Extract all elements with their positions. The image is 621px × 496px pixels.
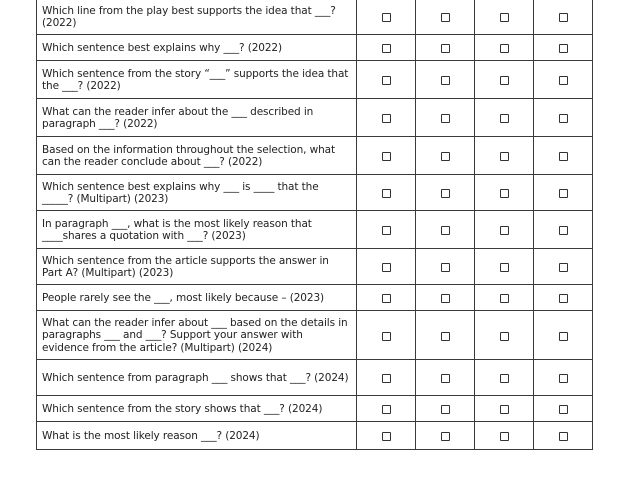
question-text: People rarely see the ___, most likely because – (2023): [37, 285, 357, 311]
checkbox-cell: [357, 311, 416, 360]
checkbox[interactable]: [500, 44, 509, 53]
checkbox[interactable]: [500, 189, 509, 198]
checkbox-cell: [534, 311, 593, 360]
table-row: [37, 311, 593, 360]
checkbox-cell: [534, 360, 593, 396]
checkbox-cell: [416, 396, 475, 422]
checkbox-cell: [534, 396, 593, 422]
checkbox-cell: [534, 0, 593, 35]
checkbox-cell: [357, 137, 416, 175]
checkbox-cell: [357, 0, 416, 35]
question-checklist-table: [36, 0, 593, 450]
checkbox[interactable]: [441, 374, 450, 383]
checkbox[interactable]: [382, 332, 391, 341]
table-row: [37, 99, 593, 137]
checkbox-cell: [534, 175, 593, 211]
checkbox-cell: [357, 175, 416, 211]
table-row: [37, 35, 593, 61]
checkbox-cell: [475, 175, 534, 211]
question-text: What can the reader infer about ___ based on the details in paragraphs ___ and ___? Support your answer with evidence from the article? (Multipart) (2024): [37, 311, 357, 360]
checkbox-cell: [416, 360, 475, 396]
checkbox[interactable]: [500, 152, 509, 161]
question-text: What is the most likely reason ___? (2024): [37, 422, 357, 450]
question-text: In paragraph ___, what is the most likely reason that ____shares a quotation with ___? (2023): [37, 211, 357, 249]
checkbox[interactable]: [500, 374, 509, 383]
checkbox[interactable]: [500, 332, 509, 341]
checkbox-cell: [357, 422, 416, 450]
checkbox-cell: [475, 137, 534, 175]
checkbox[interactable]: [382, 405, 391, 414]
checkbox[interactable]: [441, 226, 450, 235]
checkbox[interactable]: [441, 432, 450, 441]
checkbox-cell: [416, 99, 475, 137]
checkbox[interactable]: [382, 114, 391, 123]
question-text: Which sentence from paragraph ___ shows that ___? (2024): [37, 360, 357, 396]
question-text: What can the reader infer about the ___ described in paragraph ___? (2022): [37, 99, 357, 137]
checkbox-cell: [416, 311, 475, 360]
checkbox[interactable]: [500, 263, 509, 272]
checkbox[interactable]: [559, 44, 568, 53]
checkbox-cell: [475, 211, 534, 249]
checkbox-cell: [534, 137, 593, 175]
checkbox-cell: [416, 137, 475, 175]
checkbox-cell: [416, 61, 475, 99]
checkbox[interactable]: [441, 189, 450, 198]
checkbox[interactable]: [559, 152, 568, 161]
checkbox-cell: [534, 61, 593, 99]
checkbox[interactable]: [559, 432, 568, 441]
checkbox[interactable]: [382, 374, 391, 383]
checkbox[interactable]: [441, 294, 450, 303]
table-row: [37, 422, 593, 450]
table-row: [37, 61, 593, 99]
checkbox[interactable]: [559, 405, 568, 414]
checkbox-cell: [357, 61, 416, 99]
checkbox-cell: [475, 422, 534, 450]
table-row: [37, 0, 593, 35]
question-text: Which sentence from the story shows that ___? (2024): [37, 396, 357, 422]
question-text: Which sentence best explains why ___ is ____ that the _____? (Multipart) (2023): [37, 175, 357, 211]
checkbox-cell: [416, 285, 475, 311]
checkbox[interactable]: [441, 332, 450, 341]
question-text: Based on the information throughout the selection, what can the reader conclude about ___? (2022): [37, 137, 357, 175]
question-text: Which line from the play best supports the idea that ___? (2022): [37, 0, 357, 35]
checkbox[interactable]: [500, 294, 509, 303]
checkbox-cell: [534, 35, 593, 61]
table-row: [37, 137, 593, 175]
checkbox[interactable]: [559, 294, 568, 303]
checkbox-cell: [475, 360, 534, 396]
checkbox[interactable]: [500, 76, 509, 85]
question-text: Which sentence best explains why ___? (2022): [37, 35, 357, 61]
table-row: [37, 249, 593, 285]
checkbox[interactable]: [500, 432, 509, 441]
checkbox[interactable]: [382, 152, 391, 161]
checkbox-cell: [357, 99, 416, 137]
checkbox-cell: [534, 422, 593, 450]
checkbox-cell: [475, 396, 534, 422]
checkbox[interactable]: [382, 432, 391, 441]
checkbox[interactable]: [382, 13, 391, 22]
checkbox-cell: [416, 35, 475, 61]
checkbox-cell: [534, 211, 593, 249]
table-row: [37, 396, 593, 422]
checkbox[interactable]: [559, 263, 568, 272]
checkbox-cell: [416, 249, 475, 285]
checkbox[interactable]: [382, 263, 391, 272]
table-row: [37, 285, 593, 311]
checkbox[interactable]: [382, 44, 391, 53]
checkbox-cell: [475, 99, 534, 137]
checkbox-cell: [475, 61, 534, 99]
checkbox-cell: [357, 360, 416, 396]
checkbox[interactable]: [441, 44, 450, 53]
checkbox[interactable]: [382, 294, 391, 303]
checkbox-cell: [534, 249, 593, 285]
checkbox-cell: [534, 285, 593, 311]
question-text: Which sentence from the story “___” supports the idea that the ___? (2022): [37, 61, 357, 99]
checkbox[interactable]: [559, 13, 568, 22]
checkbox-cell: [475, 285, 534, 311]
checkbox-cell: [357, 35, 416, 61]
checkbox[interactable]: [441, 405, 450, 414]
checkbox-cell: [357, 249, 416, 285]
checkbox-cell: [475, 0, 534, 35]
table-body: [37, 0, 593, 450]
checkbox-cell: [475, 249, 534, 285]
checkbox[interactable]: [382, 189, 391, 198]
checkbox[interactable]: [382, 226, 391, 235]
question-text: Which sentence from the article supports the answer in Part A? (Multipart) (2023): [37, 249, 357, 285]
checkbox-cell: [534, 99, 593, 137]
checkbox[interactable]: [441, 76, 450, 85]
checkbox[interactable]: [441, 114, 450, 123]
checkbox-cell: [416, 0, 475, 35]
checkbox-cell: [475, 311, 534, 360]
checkbox[interactable]: [559, 76, 568, 85]
checkbox[interactable]: [500, 405, 509, 414]
checkbox[interactable]: [382, 76, 391, 85]
checkbox-cell: [416, 175, 475, 211]
checkbox[interactable]: [559, 114, 568, 123]
checkbox-cell: [357, 211, 416, 249]
checkbox[interactable]: [559, 189, 568, 198]
checkbox[interactable]: [559, 374, 568, 383]
table-row: [37, 175, 593, 211]
table-row: [37, 360, 593, 396]
checkbox[interactable]: [559, 226, 568, 235]
checkbox[interactable]: [441, 263, 450, 272]
checkbox[interactable]: [441, 152, 450, 161]
checkbox[interactable]: [500, 114, 509, 123]
checkbox[interactable]: [500, 13, 509, 22]
checkbox-cell: [416, 211, 475, 249]
checkbox-cell: [357, 396, 416, 422]
checkbox-cell: [416, 422, 475, 450]
checkbox-cell: [357, 285, 416, 311]
checkbox[interactable]: [500, 226, 509, 235]
checkbox[interactable]: [441, 13, 450, 22]
checkbox-cell: [475, 35, 534, 61]
table-row: [37, 211, 593, 249]
checkbox[interactable]: [559, 332, 568, 341]
